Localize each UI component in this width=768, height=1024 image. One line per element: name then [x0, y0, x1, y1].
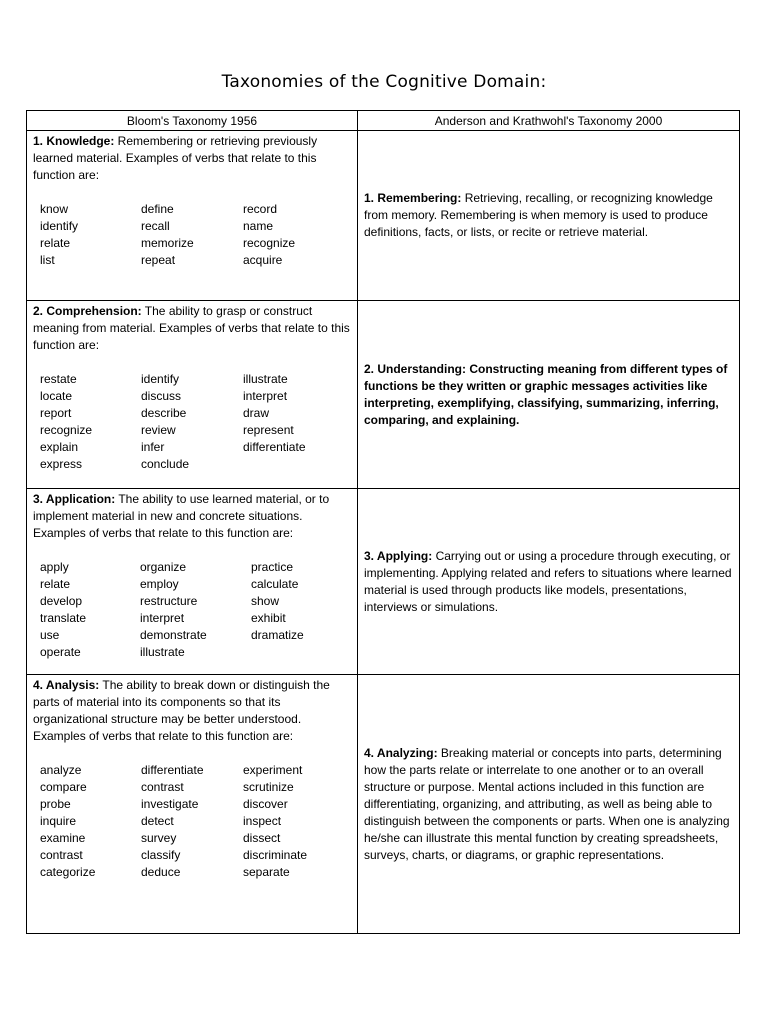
- anderson-cell-applying: [358, 489, 740, 675]
- bloom-term: 3. Application:: [33, 492, 116, 506]
- verb: locate: [40, 389, 73, 403]
- bloom-term: 4. Analysis:: [33, 678, 100, 692]
- verb: report: [40, 406, 72, 420]
- anderson-cell-analyzing: [358, 675, 740, 934]
- verb: restructure: [140, 594, 198, 608]
- anderson-term: 3. Applying:: [364, 548, 433, 563]
- anderson-term: 2. Understanding:: [364, 361, 467, 376]
- anderson-description: Retrieving, recalling, or recognizing knowledge from memory. Remembering is when memory is used to produce definitions, facts, or lists, or recite or retrieve material.: [364, 191, 713, 239]
- verb: probe: [40, 797, 71, 811]
- bloom-term: 1. Knowledge:: [33, 134, 115, 148]
- verb: know: [40, 202, 69, 216]
- bloom-description: The ability to grasp or construct meaning from material. Examples of verbs that relate to this function are:: [33, 304, 350, 352]
- verb: [251, 644, 361, 661]
- anderson-description: Breaking material or concepts into parts, determining how the parts relate or interrelate to one another or to an overall structure or purpose. Mental actions included in this function are differentiating, organizing, and attributing, as well as being able to distinguish between the components or parts. When one is analyzing he/she can illustrate this mental function by creating spreadsheets, surveys, charts, or diagrams, or graphic representations.: [364, 745, 730, 862]
- verb: categorize: [40, 865, 96, 879]
- verb-list: [40, 762, 353, 881]
- table-row: [27, 675, 740, 934]
- verb: conclude: [141, 457, 190, 471]
- verb: deduce: [141, 865, 181, 879]
- table-row: [27, 301, 740, 489]
- verb: define: [141, 202, 174, 216]
- verb: recognize: [243, 236, 296, 250]
- verb: discuss: [141, 389, 182, 403]
- verb: investigate: [141, 797, 199, 811]
- verb: demonstrate: [140, 628, 207, 642]
- verb: identify: [40, 219, 79, 233]
- page-title: Taxonomies of the Cognitive Domain:: [221, 72, 547, 92]
- verb: apply: [40, 560, 69, 574]
- verb: dissect: [243, 831, 281, 845]
- verb-list: [40, 559, 353, 661]
- bloom-cell-comprehension: [27, 301, 358, 489]
- verb: illustrate: [243, 372, 288, 386]
- verb: represent: [243, 423, 294, 437]
- bloom-term: 2. Comprehension:: [33, 304, 142, 318]
- verb: relate: [40, 236, 71, 250]
- bloom-cell-analysis: [27, 675, 358, 934]
- taxonomy-table: [26, 110, 740, 934]
- verb: differentiate: [141, 763, 204, 777]
- verb: explain: [40, 440, 79, 454]
- bloom-cell-application: [27, 489, 358, 675]
- verb: organize: [140, 560, 187, 574]
- verb: acquire: [243, 253, 283, 267]
- table-row: [27, 131, 740, 301]
- verb: repeat: [141, 253, 176, 267]
- table-row: [27, 489, 740, 675]
- verb: name: [243, 219, 274, 233]
- verb: list: [40, 253, 55, 267]
- verb: experiment: [243, 763, 303, 777]
- bloom-description: The ability to break down or distinguish the parts of material into its components so that its organizational structure may be better understood. Examples of verbs that relate to this function are:: [33, 678, 330, 743]
- verb: use: [40, 628, 60, 642]
- verb: identify: [141, 372, 180, 386]
- verb: interpret: [243, 389, 288, 403]
- verb: show: [251, 594, 280, 608]
- verb: contrast: [141, 780, 184, 794]
- verb: compare: [40, 780, 87, 794]
- verb: dramatize: [251, 628, 304, 642]
- verb-list: [40, 201, 353, 269]
- verb: practice: [251, 560, 294, 574]
- bloom-description: The ability to use learned material, or to implement material in new and concrete situations. Examples of verbs that relate to this function are:: [33, 492, 330, 540]
- verb: [243, 456, 353, 473]
- anderson-header: Anderson and Krathwohl's Taxonomy 2000: [358, 111, 740, 131]
- verb: infer: [141, 440, 165, 454]
- verb: express: [40, 457, 83, 471]
- anderson-description: Constructing meaning from different types of functions be they written or graphic messages activities like interpreting, exemplifying, classifying, summarizing, inferring, comparing, and explaining.: [364, 361, 728, 427]
- verb: memorize: [141, 236, 194, 250]
- verb: exhibit: [251, 611, 286, 625]
- verb: discover: [243, 797, 288, 811]
- verb: survey: [141, 831, 177, 845]
- bloom-description: Remembering or retrieving previously learned material. Examples of verbs that relate to this function are:: [33, 134, 318, 182]
- verb: analyze: [40, 763, 82, 777]
- bloom-header: Bloom's Taxonomy 1956: [27, 111, 358, 131]
- verb: detect: [141, 814, 174, 828]
- verb: describe: [141, 406, 187, 420]
- bloom-cell-knowledge: [27, 131, 358, 301]
- verb: develop: [40, 594, 83, 608]
- verb: relate: [40, 577, 71, 591]
- verb: recall: [141, 219, 170, 233]
- header-row: [27, 111, 740, 131]
- verb: employ: [140, 577, 179, 591]
- verb: draw: [243, 406, 270, 420]
- verb: differentiate: [243, 440, 306, 454]
- verb: review: [141, 423, 176, 437]
- verb: inquire: [40, 814, 77, 828]
- verb: restate: [40, 372, 77, 386]
- verb: scrutinize: [243, 780, 294, 794]
- anderson-description: Carrying out or using a procedure through executing, or implementing. Applying related and refers to situations where learned material is used through products like models, presentations, interviews or simulations.: [364, 548, 732, 614]
- verb: discriminate: [243, 848, 308, 862]
- verb: classify: [141, 848, 181, 862]
- verb: translate: [40, 611, 87, 625]
- verb: separate: [243, 865, 290, 879]
- anderson-term: 1. Remembering:: [364, 191, 462, 205]
- verb: examine: [40, 831, 86, 845]
- anderson-cell-understanding: [358, 301, 740, 489]
- verb: contrast: [40, 848, 83, 862]
- verb: illustrate: [140, 645, 185, 659]
- anderson-cell-remembering: [358, 131, 740, 301]
- verb: record: [243, 202, 278, 216]
- verb: interpret: [140, 611, 185, 625]
- anderson-term: 4. Analyzing:: [364, 745, 438, 760]
- verb-list: [40, 371, 353, 473]
- verb: inspect: [243, 814, 282, 828]
- verb: operate: [40, 645, 81, 659]
- verb: calculate: [251, 577, 299, 591]
- verb: recognize: [40, 423, 93, 437]
